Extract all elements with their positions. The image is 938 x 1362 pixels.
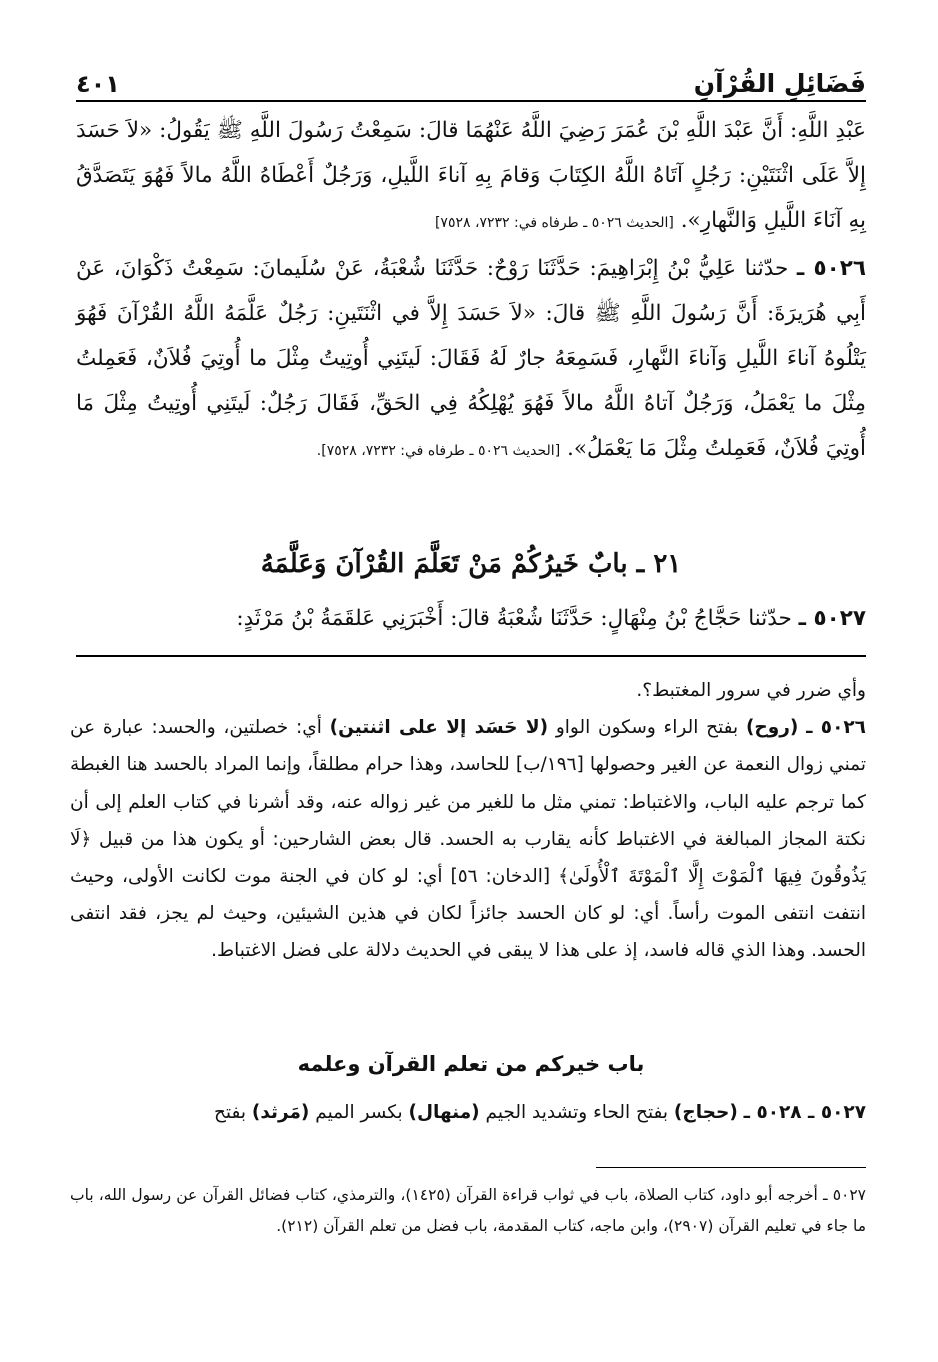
commentary-5026	[70, 709, 866, 969]
commentary-line-1: وأي ضرر في سرور المغتبط؟.	[636, 680, 866, 701]
commentary-divider	[76, 655, 866, 657]
running-title: فَضَائِلِ القُرْآنِ	[693, 69, 866, 98]
commentary-5027-number: ٥٠٢٧ ـ ٥٠٢٨ ـ	[743, 1102, 866, 1123]
page-header	[76, 52, 866, 98]
hadith-5027-text: حدّثنا حَجَّاجُ بْنُ مِنْهَالٍ: حَدَّثَنَا شُعْبَةُ قالَ: أَخْبَرَنِي عَلقَمَةُ بْنُ مَرْثَدٍ:	[236, 606, 792, 631]
footnote-rule	[596, 1167, 866, 1168]
page-number: ٤٠١	[76, 70, 120, 98]
hadith-5025-text: عَبْدِ اللَّهِ: أَنَّ عَبْدَ اللَّهِ بْنَ عُمَرَ رَضِيَ اللَّهُ عَنْهُمَا قالَ: سَمِعْتُ رَسُولَ اللَّهِ ﷺ يَقُولُ: «لاَ حَسَدَ إِلاَّ عَلَى اثْنَتَيْنِ: رَجُلٍ آتَاهُ اللَّهُ الكِتَابَ وَقامَ بِهِ آناءَ اللَّيلِ، وَرَجُلٌ أَعْطَاهُ اللَّهُ مالاً فَهُوَ يَتَصَدَّقُ بِهِ آنَاءَ اللَّيلِ وَالنَّهارِ».	[76, 118, 866, 233]
commentary-5026-text-2: أي: خصلتين، والحسد: عبارة عن تمني زوال النعمة عن الغير وحصولها [١٩٦/ب] للحاسد، وهذا حرام مطلقاً، وإنما المراد بالحسد هنا الغبطة كما ترجم عليه الباب، والاغتباط: تمني مثل ما للغير من غير زواله عنه، وقد أشرنا في كتاب العلم إلى أن نكتة المجاز المبالغة في الاغتباط كأنه يقارب به الحسد. قال بعض الشارحين: أو يكون هذا من قبيل ﴿لَا يَذُوقُونَ فِيهَا ٱلْمَوْتَ إِلَّا ٱلْمَوْتَةَ ٱلْأُولَىٰ﴾ [الدخان: ٥٦] أي: لو كان في الجنة موت لكانت الأولى، وحيث انتفت انتفى الموت رأساً. أي: لو كان الحسد جائزاً لكان في هذين الشيئين، وحيث لم يجز، فقد انتفى الحسد. وهذا الذي قاله فاسد، إذ على هذا لا يبقى في الحديث دلالة على فضل الاغتباط.	[70, 717, 867, 962]
chapter-heading: ٢١ ـ بابٌ خَيرُكُمْ مَنْ تَعَلَّمَ القُرْآنَ وَعَلَّمَهُ	[260, 549, 682, 579]
commentary-5026-number: ٥٠٢٦ ـ	[806, 717, 866, 739]
commentary-5027-term-1: (حجاج)	[673, 1102, 738, 1123]
commentary-5026-text-1: بفتح الراء وسكون الواو	[555, 717, 739, 739]
header-rule	[76, 100, 866, 102]
hadith-5027-number: ٥٠٢٧ ـ	[798, 606, 866, 631]
footnote: ٥٠٢٧ ـ أخرجه أبو داود، كتاب الصلاة، باب في ثواب قراءة القرآن (١٤٢٥)، والترمذي، كتاب فضائل القرآن عن رسول الله، باب ما جاء في تعليم القرآن (٢٩٠٧)، وابن ماجه، كتاب المقدمة، باب فضل من تعلم القرآن (٢١٢).	[70, 1186, 866, 1235]
commentary-5027-5028	[70, 1094, 866, 1132]
hadith-5026-text: حدّثنا عَلِيُّ بْنُ إِبْرَاهِيمَ: حَدَّثَنَا رَوْحٌ: حَدَّثَنَا شُعْبَةُ، عَنْ سُلَيمانَ: سَمِعْتُ ذَكْوَانَ، عَنْ أَبِي هُرَيرَةَ: أَنَّ رَسُولَ اللَّهِ ﷺ قالَ: «لاَ حَسَدَ إِلاَّ في اثْنَتَينِ: رَجُلٌ عَلَّمَهُ اللَّهُ القُرْآنَ فَهُوَ يَتْلُوهُ آناءَ اللَّيلِ وَآناءَ النَّهارِ، فَسَمِعَهُ جارٌ لَهُ فَقَالَ: لَيتَنِي أُوتِيتُ مِثْلَ ما أُوتِيَ فُلاَنٌ، فَعَمِلتُ مِثْلَ ما يَعْمَلُ، وَرَجُلٌ آتاهُ اللَّهُ مالاً فَهُوَ يُهْلِكُهُ فِي الحَقِّ، فَقَالَ رَجُلٌ: لَيتَنِي أُوتِيتُ مِثْلَ مَا أُوتِيَ فُلاَنٌ، فَعَمِلتُ مِثْلَ مَا يَعْمَلُ».	[76, 256, 866, 461]
hadith-5026	[76, 246, 866, 474]
commentary-chapter-heading: باب خيركم من تعلم القرآن وعلمه	[297, 1052, 645, 1076]
commentary-5027-text-3: بفتح	[213, 1102, 246, 1123]
commentary-5026-term-1: (روح)	[745, 717, 799, 739]
commentary-5027-text-2: بكسر الميم	[315, 1102, 403, 1123]
commentary-5027-text-1: بفتح الحاء وتشديد الجيم	[485, 1102, 669, 1123]
commentary-5027-term-2: (منهال)	[408, 1102, 480, 1123]
commentary-block	[70, 672, 866, 970]
hadith-text-block	[76, 108, 866, 474]
commentary-5027-term-3: (مَرثد)	[251, 1102, 310, 1123]
hadith-5026-number: ٥٠٢٦ ـ	[796, 256, 866, 281]
hadith-5027	[76, 597, 866, 641]
hadith-5026-reference: [الحديث ٥٠٢٦ ـ طرفاه في: ٧٢٣٢، ٧٥٢٨].	[316, 443, 561, 459]
hadith-5025-reference: [الحديث ٥٠٢٦ ـ طرفاه في: ٧٢٣٢، ٧٥٢٨]	[434, 215, 674, 231]
hadith-5025-end	[76, 108, 866, 246]
commentary-5026-term-2: (لا حَسَد إلا على اثنتين)	[329, 717, 549, 739]
